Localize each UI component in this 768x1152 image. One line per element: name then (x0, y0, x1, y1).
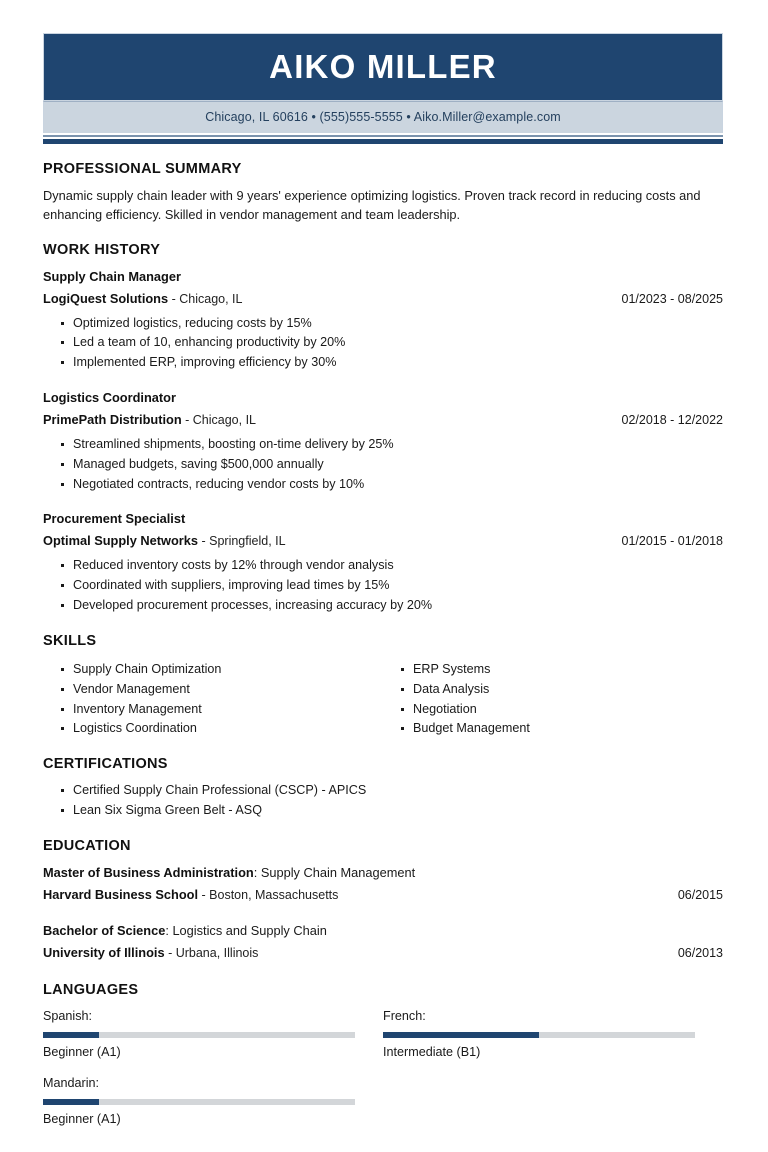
languages-grid (43, 1007, 723, 1141)
job-bullet: Implemented ERP, improving efficiency by 30% (43, 353, 723, 373)
certification-item: Lean Six Sigma Green Belt - ASQ (43, 801, 723, 821)
section-title-summary: PROFESSIONAL SUMMARY (43, 161, 242, 177)
job-bullets (43, 556, 723, 616)
section-title-education: EDUCATION (43, 838, 131, 855)
skills-column-right (383, 660, 723, 740)
skill-item: Data Analysis (383, 680, 723, 700)
job-dates: 02/2018 - 12/2022 (621, 413, 723, 427)
job-bullet: Developed procurement processes, increasing accuracy by 20% (43, 596, 723, 616)
section-education (43, 838, 723, 965)
divider-thick (43, 139, 723, 144)
language-progress-fill (43, 1099, 99, 1105)
job-title: Supply Chain Manager (43, 268, 181, 284)
section-skills (43, 633, 723, 740)
language-name: Spanish: (43, 1009, 93, 1024)
job-company: LogiQuest Solutions (43, 290, 169, 306)
education-school-line (43, 941, 723, 966)
section-professional-summary (43, 161, 723, 225)
section-title-languages: LANGUAGES (43, 982, 139, 999)
education-location: - Urbana, Illinois (164, 945, 259, 960)
job-dates: 01/2015 - 01/2018 (621, 534, 723, 549)
name-banner (43, 33, 723, 101)
job-company: Optimal Supply Networks (43, 533, 199, 549)
job-company-block (43, 529, 286, 554)
section-title-work: WORK HISTORY (43, 241, 161, 258)
skill-item: Vendor Management (43, 680, 383, 700)
education-school-block (43, 941, 258, 966)
section-languages (43, 982, 723, 1141)
language-item (43, 1007, 383, 1062)
divider-thin (43, 135, 723, 137)
job-bullet: Streamlined shipments, boosting on-time delivery by 25% (43, 435, 723, 455)
skill-item: Supply Chain Optimization (43, 660, 383, 680)
education-date: 06/2015 (677, 887, 723, 902)
language-progress-fill (43, 1032, 99, 1038)
education-entry (43, 863, 723, 908)
resume-header (43, 33, 723, 144)
summary-text: Dynamic supply chain leader with 9 years' experience optimizing logistics. Proven track record in reducing costs and enhancing efficiency. Skilled in vendor management and team leadership. (43, 188, 701, 223)
skills-column-left (43, 660, 383, 740)
education-degree: Master of Business Administration (43, 865, 254, 881)
language-level: Intermediate (B1) (383, 1045, 481, 1060)
education-date: 06/2013 (677, 945, 723, 960)
job-title: Logistics Coordinator (43, 390, 176, 406)
education-school: Harvard Business School (43, 886, 199, 902)
job-company-block (43, 287, 242, 312)
language-item (383, 1007, 723, 1062)
language-level: Beginner (A1) (43, 1112, 121, 1127)
job-company: PrimePath Distribution (43, 412, 182, 427)
education-location: - Boston, Massachusetts (198, 887, 339, 902)
skill-item: Negotiation (383, 700, 723, 720)
candidate-name: AIKO MILLER (269, 48, 497, 85)
job-bullet: Led a team of 10, enhancing productivity by 20% (43, 333, 723, 353)
skills-columns (43, 658, 723, 740)
section-title-certifications: CERTIFICATIONS (43, 756, 168, 773)
education-school: University of Illinois (43, 944, 165, 960)
job-entry (43, 267, 723, 373)
education-degree: Bachelor of Science (43, 922, 166, 938)
job-location: - Springfield, IL (198, 534, 286, 549)
job-bullet: Managed budgets, saving $500,000 annually (43, 455, 723, 475)
skill-item: Inventory Management (43, 700, 383, 720)
skill-item: ERP Systems (383, 660, 723, 680)
section-title-skills: SKILLS (43, 632, 97, 649)
education-field: : Supply Chain Management (253, 865, 416, 881)
job-dates: 01/2023 - 08/2025 (621, 291, 723, 306)
education-entry (43, 921, 723, 966)
job-bullets (43, 314, 723, 374)
certification-item: Certified Supply Chain Professional (CSCP) - APICS (43, 781, 723, 801)
section-certifications (43, 756, 723, 821)
job-bullet: Negotiated contracts, reducing vendor costs by 10% (43, 475, 723, 495)
job-location: - Chicago, IL (181, 413, 256, 427)
language-progress-track (43, 1032, 355, 1038)
education-school-block (43, 883, 338, 908)
job-bullet: Coordinated with suppliers, improving lead times by 15% (43, 576, 723, 596)
job-bullet: Reduced inventory costs by 12% through vendor analysis (43, 556, 723, 576)
job-bullets (43, 435, 723, 495)
certifications-list (43, 781, 723, 821)
language-progress-track (383, 1032, 695, 1038)
education-field: : Logistics and Supply Chain (165, 922, 327, 938)
language-level: Beginner (A1) (43, 1045, 121, 1060)
job-company-line (43, 529, 723, 554)
job-title: Procurement Specialist (43, 511, 186, 527)
contact-bar (43, 101, 723, 133)
skill-item: Budget Management (383, 719, 723, 739)
language-item (43, 1074, 383, 1129)
job-bullet: Optimized logistics, reducing costs by 15% (43, 314, 723, 334)
job-company-line (43, 287, 723, 312)
language-name: Mandarin: (43, 1076, 100, 1091)
language-progress-fill (383, 1032, 539, 1038)
education-degree-line (43, 863, 723, 883)
education-school-line (43, 883, 723, 908)
language-progress-track (43, 1099, 355, 1105)
language-name: French: (383, 1009, 426, 1024)
section-work-history (43, 242, 723, 616)
job-entry (43, 388, 723, 494)
job-company-block (43, 408, 256, 433)
contact-line: Chicago, IL 60616 • (555)555-5555 • Aiko.Miller@example.com (205, 110, 561, 124)
job-company-line (43, 408, 723, 433)
job-location: - Chicago, IL (168, 291, 243, 306)
skill-item: Logistics Coordination (43, 719, 383, 739)
job-entry (43, 509, 723, 615)
education-degree-line (43, 921, 723, 941)
